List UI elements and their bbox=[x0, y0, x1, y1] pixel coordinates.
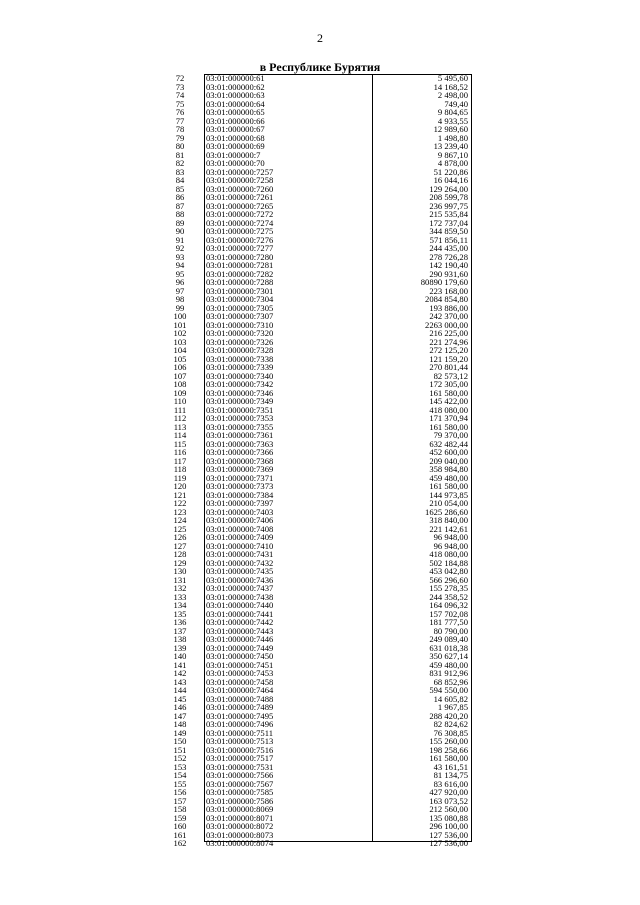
cadastral-number: 03:01:000000:7301 bbox=[206, 285, 274, 296]
row-number: 123 bbox=[173, 506, 187, 517]
row-number: 95 bbox=[175, 268, 185, 279]
row-number: 111 bbox=[173, 404, 187, 415]
cadastral-number: 03:01:000000:7432 bbox=[206, 557, 274, 568]
cadastral-number: 03:01:000000:7489 bbox=[206, 702, 274, 712]
cadastral-number: 03:01:000000:7307 bbox=[206, 311, 274, 321]
cadastral-number: 03:01:000000:7338 bbox=[206, 353, 274, 364]
cadastral-value: 566 296,60 bbox=[429, 574, 468, 585]
cadastral-value: 9 867,10 bbox=[437, 149, 468, 160]
row-number: 87 bbox=[175, 200, 185, 211]
cadastral-number: 03:01:000000:61 bbox=[206, 73, 265, 83]
cadastral-value: 43 161,51 bbox=[433, 761, 468, 772]
cadastral-value: 350 627,14 bbox=[429, 651, 468, 661]
cadastral-number: 03:01:000000:7272 bbox=[206, 209, 274, 219]
row-number: 91 bbox=[175, 234, 185, 245]
cadastral-number: 03:01:000000:7513 bbox=[206, 736, 274, 746]
row-number: 116 bbox=[173, 447, 187, 457]
cadastral-value: 344 859,50 bbox=[429, 226, 468, 236]
cadastral-value: 161 580,00 bbox=[429, 387, 468, 398]
row-number: 137 bbox=[173, 625, 187, 636]
row-number: 107 bbox=[173, 370, 187, 381]
cadastral-number: 03:01:000000:7446 bbox=[206, 634, 274, 644]
cadastral-value: 288 420,20 bbox=[429, 710, 468, 721]
cadastral-value: 80890 179,60 bbox=[420, 277, 468, 287]
row-number: 75 bbox=[175, 98, 185, 109]
row-number: 105 bbox=[173, 353, 187, 364]
row-number: 99 bbox=[175, 302, 185, 313]
row-number: 145 bbox=[173, 693, 187, 704]
cadastral-value: 82 824,62 bbox=[433, 719, 468, 729]
cadastral-number: 03:01:000000:67 bbox=[206, 124, 265, 134]
cadastral-number: 03:01:000000:7495 bbox=[206, 710, 274, 721]
row-number: 128 bbox=[173, 549, 187, 559]
cadastral-number: 03:01:000000:7369 bbox=[206, 464, 274, 474]
cadastral-number: 03:01:000000:7440 bbox=[206, 600, 274, 610]
row-number: 146 bbox=[173, 702, 187, 712]
cadastral-value: 2 498,00 bbox=[437, 90, 468, 100]
cadastral-value: 831 912,96 bbox=[429, 668, 468, 678]
cadastral-value: 155 260,00 bbox=[429, 736, 468, 746]
row-number: 90 bbox=[175, 226, 185, 236]
row-number: 129 bbox=[173, 557, 187, 568]
cadastral-number: 03:01:000000:7586 bbox=[206, 795, 274, 806]
cadastral-value: 68 852,96 bbox=[433, 676, 468, 687]
cadastral-value: 242 370,00 bbox=[429, 311, 468, 321]
row-number: 83 bbox=[175, 166, 185, 177]
row-number: 109 bbox=[173, 387, 187, 398]
row-number: 106 bbox=[173, 362, 187, 372]
cadastral-number: 03:01:000000:8069 bbox=[206, 804, 274, 814]
cadastral-number: 03:01:000000:7351 bbox=[206, 404, 274, 415]
cadastral-number: 03:01:000000:7328 bbox=[206, 345, 274, 355]
cadastral-value: 216 225,00 bbox=[429, 328, 468, 338]
cadastral-value: 1 498,80 bbox=[437, 132, 468, 143]
cadastral-number: 03:01:000000:7277 bbox=[206, 243, 274, 253]
row-number: 84 bbox=[175, 175, 185, 185]
cadastral-value: 157 702,08 bbox=[429, 608, 468, 619]
cadastral-value: 244 358,52 bbox=[429, 591, 468, 602]
table-row bbox=[160, 839, 472, 848]
cadastral-value: 212 560,00 bbox=[429, 804, 468, 814]
cadastral-value: 459 480,00 bbox=[429, 472, 468, 483]
cadastral-value: 171 370,94 bbox=[429, 413, 468, 423]
row-number: 152 bbox=[173, 753, 187, 763]
cadastral-value: 80 790,00 bbox=[433, 625, 468, 636]
cadastral-number: 03:01:000000:7585 bbox=[206, 787, 274, 797]
cadastral-value: 16 044,16 bbox=[433, 175, 468, 185]
cadastral-number: 03:01:000000:7265 bbox=[206, 200, 274, 211]
row-number: 119 bbox=[173, 472, 187, 483]
cadastral-value: 223 168,00 bbox=[429, 285, 468, 296]
cadastral-value: 145 422,00 bbox=[429, 396, 468, 406]
cadastral-value: 221 142,61 bbox=[429, 523, 468, 534]
cadastral-value: 172 305,00 bbox=[429, 379, 468, 389]
row-number: 143 bbox=[173, 676, 187, 687]
row-number: 124 bbox=[173, 515, 187, 525]
row-number: 86 bbox=[175, 192, 185, 202]
cadastral-number: 03:01:000000:7340 bbox=[206, 370, 274, 381]
cadastral-number: 03:01:000000:7274 bbox=[206, 217, 274, 228]
row-number: 149 bbox=[173, 727, 187, 738]
cadastral-value: 144 973,85 bbox=[429, 489, 468, 500]
page-number: 2 bbox=[317, 31, 323, 45]
row-number: 108 bbox=[173, 379, 187, 389]
cadastral-number: 03:01:000000:7431 bbox=[206, 549, 274, 559]
cadastral-number: 03:01:000000:7260 bbox=[206, 183, 274, 194]
cadastral-value: 1 967,85 bbox=[437, 702, 468, 712]
row-number: 154 bbox=[173, 770, 187, 780]
row-number: 140 bbox=[173, 651, 187, 661]
row-number: 97 bbox=[175, 285, 185, 296]
row-number: 93 bbox=[175, 251, 185, 262]
cadastral-value: 296 100,00 bbox=[429, 821, 468, 831]
cadastral-number: 03:01:000000:7353 bbox=[206, 413, 274, 423]
row-number: 151 bbox=[173, 744, 187, 755]
document-heading: в Республике Бурятия bbox=[259, 60, 381, 74]
cadastral-number: 03:01:000000:8074 bbox=[206, 838, 274, 848]
cadastral-number: 03:01:000000:7435 bbox=[206, 566, 274, 576]
cadastral-number: 03:01:000000:7320 bbox=[206, 328, 274, 338]
row-number: 121 bbox=[173, 489, 187, 500]
cadastral-value: 221 274,96 bbox=[429, 336, 468, 347]
cadastral-number: 03:01:000000:7441 bbox=[206, 608, 274, 619]
row-number: 114 bbox=[173, 430, 187, 440]
cadastral-number: 03:01:000000:7257 bbox=[206, 166, 274, 177]
cadastral-value: 155 278,35 bbox=[429, 583, 468, 593]
cadastral-value: 5 495,60 bbox=[437, 73, 468, 83]
row-number: 78 bbox=[175, 124, 185, 134]
cadastral-value: 278 726,28 bbox=[429, 251, 468, 262]
cadastral-number: 03:01:000000:7363 bbox=[206, 438, 274, 449]
cadastral-number: 03:01:000000:7261 bbox=[206, 192, 274, 202]
row-number: 88 bbox=[175, 209, 185, 219]
cadastral-number: 03:01:000000:7496 bbox=[206, 719, 274, 729]
row-number: 120 bbox=[173, 481, 187, 491]
cadastral-number: 03:01:000000:7258 bbox=[206, 175, 274, 185]
row-number: 130 bbox=[173, 566, 187, 576]
row-number: 82 bbox=[175, 158, 185, 168]
cadastral-number: 03:01:000000:7449 bbox=[206, 642, 274, 653]
row-number: 73 bbox=[175, 81, 185, 92]
row-number: 138 bbox=[173, 634, 187, 644]
cadastral-value: 452 600,00 bbox=[429, 447, 468, 457]
cadastral-table bbox=[160, 73, 472, 848]
cadastral-value: 161 580,00 bbox=[429, 753, 468, 763]
cadastral-number: 03:01:000000:65 bbox=[206, 107, 265, 117]
row-number: 85 bbox=[175, 183, 185, 194]
row-number: 102 bbox=[173, 328, 187, 338]
cadastral-number: 03:01:000000:69 bbox=[206, 141, 265, 151]
row-number: 139 bbox=[173, 642, 187, 653]
row-number: 160 bbox=[173, 821, 187, 831]
cadastral-number: 03:01:000000:7453 bbox=[206, 668, 274, 678]
cadastral-value: 82 573,12 bbox=[433, 370, 468, 381]
cadastral-value: 76 308,85 bbox=[433, 727, 468, 738]
cadastral-value: 142 190,40 bbox=[429, 260, 468, 270]
cadastral-number: 03:01:000000:7410 bbox=[206, 540, 274, 551]
cadastral-number: 03:01:000000:7373 bbox=[206, 481, 274, 491]
cadastral-number: 03:01:000000:7450 bbox=[206, 651, 274, 661]
cadastral-number: 03:01:000000:7371 bbox=[206, 472, 274, 483]
cadastral-value: 631 018,38 bbox=[429, 642, 468, 653]
cadastral-number: 03:01:000000:64 bbox=[206, 98, 265, 109]
cadastral-number: 03:01:000000:7304 bbox=[206, 294, 274, 304]
row-number: 80 bbox=[175, 141, 185, 151]
row-number: 96 bbox=[175, 277, 185, 287]
row-number: 115 bbox=[173, 438, 187, 449]
row-number: 161 bbox=[173, 829, 187, 840]
cadastral-number: 03:01:000000:7342 bbox=[206, 379, 274, 389]
cadastral-value: 161 580,00 bbox=[429, 481, 468, 491]
row-number: 94 bbox=[175, 260, 185, 270]
row-number: 131 bbox=[173, 574, 187, 585]
cadastral-value: 4 933,55 bbox=[437, 115, 468, 126]
cadastral-number: 03:01:000000:7368 bbox=[206, 455, 274, 466]
cadastral-number: 03:01:000000:63 bbox=[206, 90, 265, 100]
cadastral-number: 03:01:000000:7384 bbox=[206, 489, 274, 500]
cadastral-value: 14 605,82 bbox=[433, 693, 468, 704]
row-number: 150 bbox=[173, 736, 187, 746]
row-number: 112 bbox=[173, 413, 187, 423]
row-number: 148 bbox=[173, 719, 187, 729]
cadastral-number: 03:01:000000:7282 bbox=[206, 268, 274, 279]
cadastral-value: 181 777,50 bbox=[429, 617, 468, 627]
row-number: 118 bbox=[173, 464, 187, 474]
cadastral-value: 236 997,75 bbox=[429, 200, 468, 211]
cadastral-value: 172 737,04 bbox=[429, 217, 468, 228]
row-number: 144 bbox=[173, 685, 187, 695]
cadastral-value: 215 535,84 bbox=[429, 209, 468, 219]
cadastral-number: 03:01:000000:7443 bbox=[206, 625, 274, 636]
cadastral-number: 03:01:000000:7366 bbox=[206, 447, 274, 457]
cadastral-number: 03:01:000000:7451 bbox=[206, 659, 274, 670]
cadastral-value: 418 080,00 bbox=[429, 549, 468, 559]
cadastral-number: 03:01:000000:7349 bbox=[206, 396, 274, 406]
cadastral-value: 51 220,86 bbox=[433, 166, 468, 177]
cadastral-number: 03:01:000000:7339 bbox=[206, 362, 274, 372]
cadastral-number: 03:01:000000:7409 bbox=[206, 532, 274, 542]
cadastral-number: 03:01:000000:7346 bbox=[206, 387, 274, 398]
cadastral-value: 81 134,75 bbox=[433, 770, 468, 780]
cadastral-value: 96 948,00 bbox=[433, 540, 468, 551]
cadastral-value: 161 580,00 bbox=[429, 421, 468, 432]
row-number: 103 bbox=[173, 336, 187, 347]
row-number: 126 bbox=[173, 532, 187, 542]
cadastral-value: 459 480,00 bbox=[429, 659, 468, 670]
cadastral-number: 03:01:000000:70 bbox=[206, 158, 265, 168]
cadastral-number: 03:01:000000:8072 bbox=[206, 821, 274, 831]
cadastral-number: 03:01:000000:7361 bbox=[206, 430, 274, 440]
row-number: 125 bbox=[173, 523, 187, 534]
cadastral-value: 127 536,00 bbox=[429, 829, 468, 840]
cadastral-number: 03:01:000000:7281 bbox=[206, 260, 274, 270]
cadastral-number: 03:01:000000:7406 bbox=[206, 515, 274, 525]
cadastral-value: 79 370,00 bbox=[433, 430, 468, 440]
cadastral-number: 03:01:000000:7310 bbox=[206, 319, 274, 330]
cadastral-value: 2084 854,80 bbox=[425, 294, 468, 304]
cadastral-value: 427 920,00 bbox=[429, 787, 468, 797]
cadastral-number: 03:01:000000:7275 bbox=[206, 226, 274, 236]
row-number: 79 bbox=[175, 132, 185, 143]
row-number: 158 bbox=[173, 804, 187, 814]
cadastral-value: 127 536,00 bbox=[429, 838, 468, 848]
cadastral-value: 749,40 bbox=[444, 98, 468, 109]
cadastral-value: 249 089,40 bbox=[429, 634, 468, 644]
cadastral-number: 03:01:000000:7566 bbox=[206, 770, 274, 780]
cadastral-number: 03:01:000000:7458 bbox=[206, 676, 274, 687]
cadastral-number: 03:01:000000:7517 bbox=[206, 753, 274, 763]
cadastral-value: 12 989,60 bbox=[433, 124, 468, 134]
row-number: 110 bbox=[173, 396, 187, 406]
cadastral-value: 2263 000,00 bbox=[425, 319, 468, 330]
cadastral-number: 03:01:000000:62 bbox=[206, 81, 265, 92]
cadastral-value: 121 159,20 bbox=[429, 353, 468, 364]
cadastral-value: 135 080,88 bbox=[429, 812, 468, 823]
cadastral-value: 164 096,32 bbox=[429, 600, 468, 610]
cadastral-number: 03:01:000000:7288 bbox=[206, 277, 274, 287]
row-number: 74 bbox=[175, 90, 185, 100]
cadastral-value: 208 599,78 bbox=[429, 192, 468, 202]
cadastral-value: 210 054,00 bbox=[429, 498, 468, 508]
row-number: 92 bbox=[175, 243, 185, 253]
row-number: 101 bbox=[173, 319, 187, 330]
cadastral-number: 03:01:000000:7511 bbox=[206, 727, 273, 738]
cadastral-value: 272 125,20 bbox=[429, 345, 468, 355]
cadastral-number: 03:01:000000:7276 bbox=[206, 234, 274, 245]
row-number: 122 bbox=[173, 498, 187, 508]
cadastral-value: 209 040,00 bbox=[429, 455, 468, 466]
cadastral-number: 03:01:000000:68 bbox=[206, 132, 265, 143]
row-number: 72 bbox=[175, 73, 185, 83]
cadastral-number: 03:01:000000:7488 bbox=[206, 693, 274, 704]
row-number: 156 bbox=[173, 787, 187, 797]
row-number: 104 bbox=[173, 345, 187, 355]
cadastral-number: 03:01:000000:7355 bbox=[206, 421, 274, 432]
cadastral-number: 03:01:000000:7531 bbox=[206, 761, 274, 772]
cadastral-value: 96 948,00 bbox=[433, 532, 468, 542]
row-number: 155 bbox=[173, 778, 187, 789]
cadastral-value: 9 804,65 bbox=[437, 107, 468, 117]
cadastral-number: 03:01:000000:7436 bbox=[206, 574, 274, 585]
row-number: 132 bbox=[173, 583, 187, 593]
cadastral-number: 03:01:000000:7464 bbox=[206, 685, 274, 695]
cadastral-number: 03:01:000000:7516 bbox=[206, 744, 274, 755]
cadastral-number: 03:01:000000:8073 bbox=[206, 829, 274, 840]
cadastral-value: 244 435,00 bbox=[429, 243, 468, 253]
cadastral-value: 358 984,80 bbox=[429, 464, 468, 474]
cadastral-number: 03:01:000000:7326 bbox=[206, 336, 274, 347]
cadastral-number: 03:01:000000:7437 bbox=[206, 583, 274, 593]
cadastral-number: 03:01:000000:7567 bbox=[206, 778, 274, 789]
row-number: 159 bbox=[173, 812, 187, 823]
row-number: 147 bbox=[173, 710, 187, 721]
row-number: 113 bbox=[173, 421, 187, 432]
cadastral-value: 1625 286,60 bbox=[425, 506, 468, 517]
row-number: 133 bbox=[173, 591, 187, 602]
row-number: 127 bbox=[173, 540, 187, 551]
row-number: 76 bbox=[175, 107, 185, 117]
cadastral-number: 03:01:000000:66 bbox=[206, 115, 265, 126]
cadastral-value: 270 801,44 bbox=[429, 362, 468, 372]
row-number: 141 bbox=[173, 659, 187, 670]
row-number: 136 bbox=[173, 617, 187, 627]
row-number: 142 bbox=[173, 668, 187, 678]
row-number: 89 bbox=[175, 217, 185, 228]
cadastral-value: 418 080,00 bbox=[429, 404, 468, 415]
cadastral-number: 03:01:000000:7403 bbox=[206, 506, 274, 517]
row-number: 134 bbox=[173, 600, 187, 610]
cadastral-value: 14 168,52 bbox=[433, 81, 468, 92]
cadastral-value: 129 264,00 bbox=[429, 183, 468, 194]
cadastral-value: 290 931,60 bbox=[429, 268, 468, 279]
cadastral-value: 13 239,40 bbox=[433, 141, 468, 151]
row-number: 153 bbox=[173, 761, 187, 772]
cadastral-number: 03:01:000000:7408 bbox=[206, 523, 274, 534]
cadastral-value: 453 042,80 bbox=[429, 566, 468, 576]
cadastral-number: 03:01:000000:7442 bbox=[206, 617, 274, 627]
cadastral-value: 594 550,00 bbox=[429, 685, 468, 695]
cadastral-value: 198 258,66 bbox=[429, 744, 468, 755]
row-number: 77 bbox=[175, 115, 185, 126]
row-number: 98 bbox=[175, 294, 185, 304]
cadastral-value: 83 616,00 bbox=[433, 778, 468, 789]
cadastral-number: 03:01:000000:8071 bbox=[206, 812, 274, 823]
cadastral-value: 318 840,00 bbox=[429, 515, 468, 525]
row-number: 157 bbox=[173, 795, 187, 806]
row-number: 81 bbox=[175, 149, 185, 160]
cadastral-value: 163 073,52 bbox=[429, 795, 468, 806]
cadastral-value: 571 856,11 bbox=[429, 234, 468, 245]
cadastral-value: 632 482,44 bbox=[429, 438, 468, 449]
cadastral-number: 03:01:000000:7280 bbox=[206, 251, 274, 262]
row-number: 100 bbox=[173, 311, 187, 321]
cadastral-number: 03:01:000000:7438 bbox=[206, 591, 274, 602]
row-number: 117 bbox=[173, 455, 187, 466]
cadastral-value: 502 184,88 bbox=[429, 557, 468, 568]
cadastral-value: 4 878,00 bbox=[437, 158, 468, 168]
row-number: 162 bbox=[173, 838, 187, 848]
cadastral-number: 03:01:000000:7397 bbox=[206, 498, 274, 508]
row-number: 135 bbox=[173, 608, 187, 619]
cadastral-number: 03:01:000000:7 bbox=[206, 149, 261, 160]
cadastral-value: 193 886,00 bbox=[429, 302, 468, 313]
cadastral-number: 03:01:000000:7305 bbox=[206, 302, 274, 313]
